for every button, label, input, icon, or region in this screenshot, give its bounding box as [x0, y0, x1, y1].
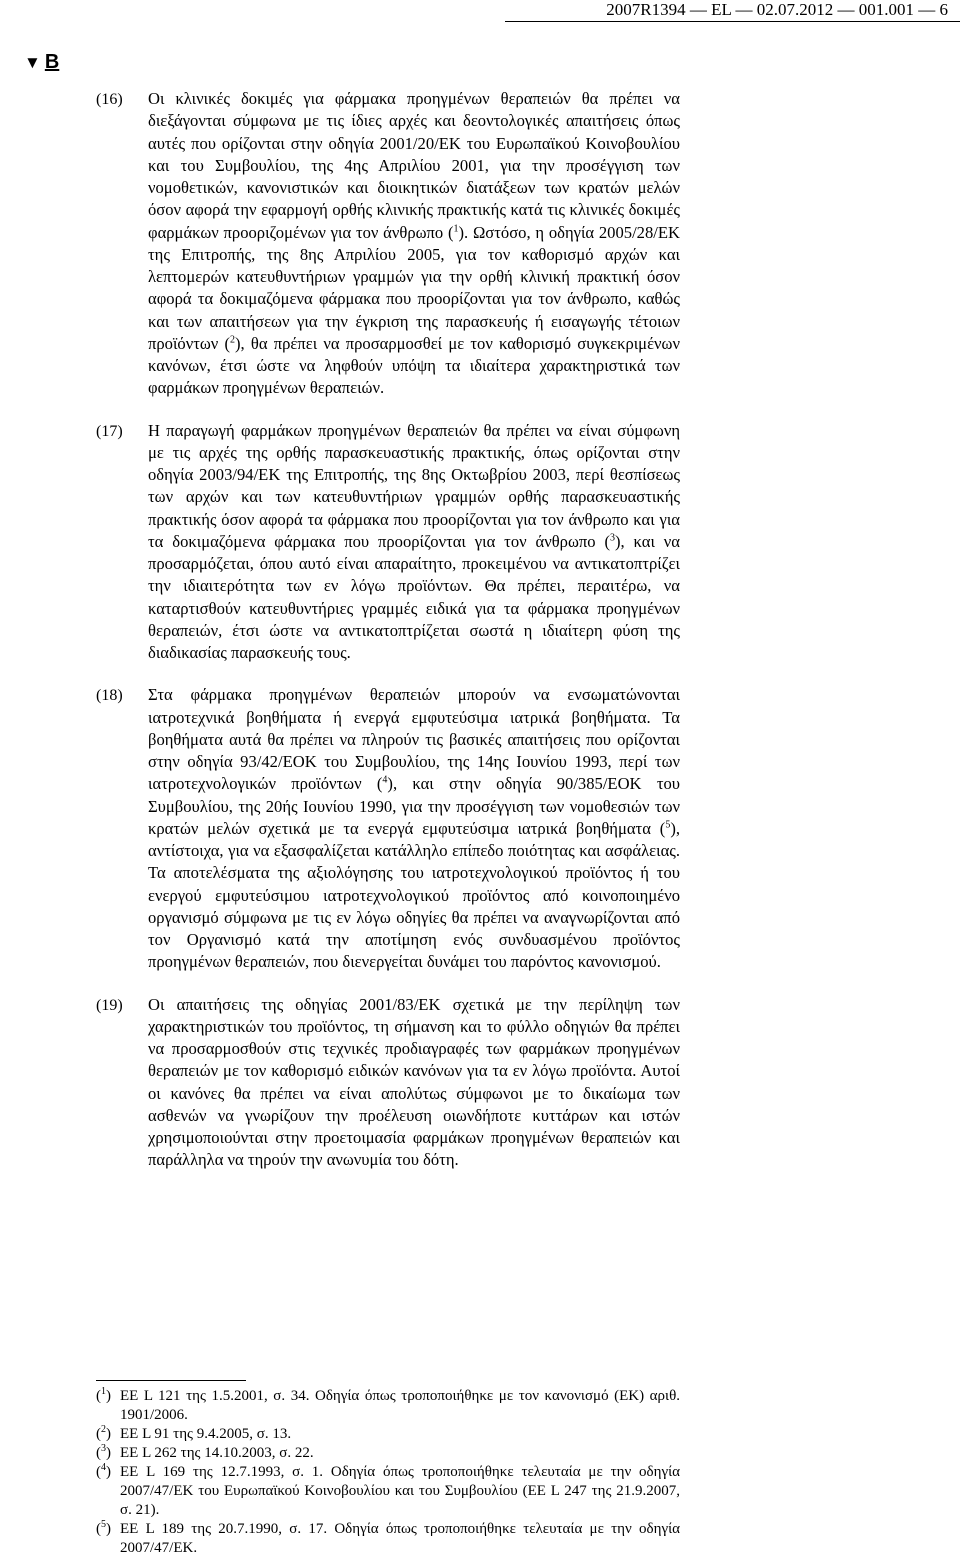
amendment-marker	[24, 50, 59, 75]
footnote-5	[96, 1520, 680, 1558]
recital-number: (19)	[96, 996, 123, 1014]
footnote-3	[96, 1444, 680, 1463]
triangle-down-icon: ▼	[24, 53, 41, 72]
marker-letter: B	[44, 51, 60, 73]
footnote-number: ($^1$)	[96, 1386, 111, 1404]
footnote-number: ($^3$)	[96, 1443, 111, 1461]
recital-text: Οι κλινικές δοκιμές για φάρμακα προηγμένων θεραπειών θα πρέπει να διεξάγονται σύμφωνα με τις ίδιες αρχές και δεοντολογικές απαιτήσεις όπως αυτές που ορίζονται στην οδηγία 2001/20/ΕΚ του Ευρωπαϊκού Κοινοβουλίου και του Συμβουλίου, της 4ης Απριλίου 2001, για την προσέγγιση των νομοθετικών, κανονιστικών και διοικητικών διατάξεων των κρατών μελών όσον αφορά την εφαρμογή ορθής κλινικής πρακτικής κατά τις κλινικές δοκιμές φαρμάκων προοριζομένων για τον άνθρωπο ($^1$). Ωστόσο, η οδηγία 2005/28/ΕΚ της Επιτροπής, της 8ης Απριλίου 2005, για τον καθορισμό αρχών και λεπτομερών κατευθυντήριων γραμμών για την ορθή κλινική πρακτική όσον αφορά τα δοκιμαζόμενα φάρμακα που προορίζονται για τον άνθρωπο, καθώς και των απαιτήσεων για την έγκριση της παρασκευής ή εισαγωγής τέτοιων προϊόντων ($^2$), θα πρέπει να προσαρμοσθεί με τον καθορισμό συγκεκριμένων κανόνων, έτσι ώστε να ληφθούν υπόψη τα ιδιαίτερα χαρακτηριστικά των φαρμάκων προηγμένων θεραπειών.	[148, 89, 681, 398]
recital-text: Οι απαιτήσεις της οδηγίας 2001/83/ΕΚ σχετικά με την περίληψη των χαρακτηριστικών του προϊόντος, τη σήμανση και το φύλλο οδηγιών θα πρέπει να προσαρμοσθούν στις τεχνικές προδιαγραφές των φαρμάκων προηγμένων θεραπειών με τον καθορισμό ειδικών κανόνων για τα εν λόγω προϊόντα. Αυτοί οι κανόνες θα πρέπει να είναι απολύτως σύμφωνοι με το δικαίωμα των ασθενών να γνωρίζουν την προέλευση οιωνδήποτε κυττάρων και ιστών χρησιμοποιούνται στην προετοιμασία φαρμάκων προηγμένων θεραπειών και παράλληλα να τηρούν την ανωνυμία του δότη.	[148, 994, 680, 1170]
footnote-text: ΕΕ L 262 της 14.10.2003, σ. 22.	[120, 1445, 314, 1461]
recital-number: (16)	[96, 91, 123, 108]
footnote-number: ($^5$)	[96, 1519, 111, 1537]
recital-18	[96, 684, 680, 973]
footnote-text: ΕΕ L 121 της 1.5.2001, σ. 34. Οδηγία όπως τροποποιήθηκε με τον κανονισμό (ΕΚ) αριθ. 1901/2006.	[120, 1388, 680, 1423]
footnote-1	[96, 1387, 680, 1425]
recital-17	[96, 420, 680, 665]
document-header	[388, 0, 948, 21]
footnote-text: ΕΕ L 91 της 9.4.2005, σ. 13.	[120, 1426, 292, 1442]
footnote-separator	[96, 1380, 246, 1381]
document-reference: 2007R1394 — EL — 02.07.2012 — 001.001 — 6	[606, 0, 948, 19]
header-rule	[505, 21, 960, 22]
recital-number: (18)	[96, 687, 123, 705]
footnote-text: ΕΕ L 169 της 12.7.1993, σ. 1. Οδηγία όπως τροποποιήθηκε τελευταία με την οδηγία 2007/47/ΕΚ του Ευρωπαϊκού Κοινοβουλίου και του Συμβουλίου (ΕΕ L 247 της 21.9.2007, σ. 21).	[120, 1464, 680, 1518]
footnotes	[96, 1387, 680, 1558]
recital-19	[96, 994, 680, 1172]
recital-text: Η παραγωγή φαρμάκων προηγμένων θεραπειών θα πρέπει να είναι σύμφωνη με τις αρχές της ορθής παρασκευαστικής πρακτικής, όπως ορίζονται στην οδηγία 2003/94/ΕΚ της Επιτροπής, της 8ης Οκτωβρίου 2003, περί θεσπίσεως των αρχών και των κατευθυντήριων γραμμών ορθής παρασκευαστικής πρακτικής όσον αφορά τα φάρμακα που προορίζονται για τον άνθρωπο και για τα δοκιμαζόμενα φάρμακα που προορίζονται για τον άνθρωπο ($^3$), και να προσαρμόζεται, όπου αυτό είναι απαραίτητο, προκειμένου να αντικατοπτρίζει την ιδιαιτερότητα των εν λόγω προϊόντων. Θα πρέπει, περαιτέρω, να καταρτισθούν κατευθυντήριες γραμμές ειδικά για τα φάρμακα προηγμένων θεραπειών, έτσι ώστε να αντικατοπτρίζεται σωστά η ιδιαίτερη φύση της διαδικασίας παρασκευής τους.	[148, 420, 680, 662]
footnote-number: ($^2$)	[96, 1424, 111, 1442]
footnote-text: ΕΕ L 189 της 20.7.1990, σ. 17. Οδηγία όπως τροποποιήθηκε τελευταία με την οδηγία 2007/47/ΕΚ.	[120, 1521, 680, 1556]
recital-text: Στα φάρμακα προηγμένων θεραπειών μπορούν να ενσωματώνονται ιατροτεχνικά βοηθήματα ή ενεργά εμφυτεύσιμα ιατρικά βοηθήματα. Τα βοηθήματα αυτά θα πρέπει να πληρούν τις βασικές απαιτήσεις που ορίζονται στην οδηγία 93/42/ΕΟΚ του Συμβουλίου, της 14ης Ιουνίου 1993, περί των ιατροτεχνολογικών προϊόντων ($^4$), και στην οδηγία 90/385/ΕΟΚ του Συμβουλίου, της 20ής Ιουνίου 1990, για την προσέγγιση των νομοθεσιών των κρατών μελών σχετικά με τα ενεργά εμφυτεύσιμα ιατρικά βοηθήματα ($^5$), αντίστοιχα, για να εξασφαλίζεται κατάλληλο επίπεδο ποιότητας και ασφάλειας. Τα αποτελέσματα της αξιολόγησης του ιατροτεχνολογικού προϊόντος ή του ενεργού εμφυτεύσιμου ιατροτεχνολογικού προϊόντος από κοινοποιημένο οργανισμό σύμφωνα με τις εν λόγω οδηγίες θα πρέπει να αναγνωρίζονται από τον Οργανισμό κατά την αποτίμηση ενός συνδυασμένου προϊόντος προηγμένων θεραπειών, που διενεργείται δυνάμει του παρόντος κανονισμού.	[148, 685, 681, 972]
recital-16	[96, 88, 680, 400]
recital-number: (17)	[96, 422, 123, 440]
footnote-number: ($^4$)	[96, 1462, 111, 1480]
footnote-4	[96, 1463, 680, 1520]
footnote-2	[96, 1425, 680, 1444]
recitals	[96, 88, 680, 1172]
